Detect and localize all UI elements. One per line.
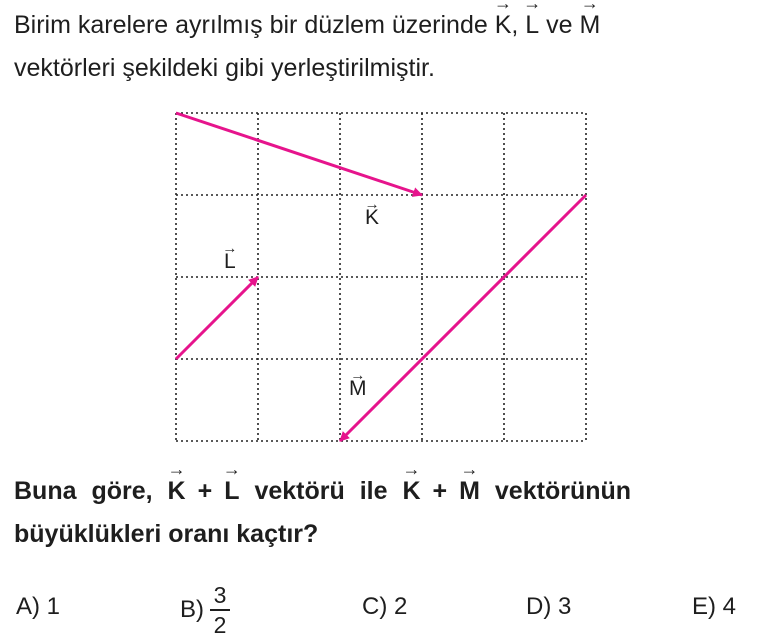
choice-d-label: D) 3 [526,592,572,620]
intro-conjunction: ve [539,11,580,39]
vector-l-symbol: → L [525,4,539,47]
q-word: Buna [14,477,77,505]
choice-c[interactable] [362,592,407,621]
q-word: vektörü [254,477,345,505]
q-word: ile [359,477,388,505]
intro-comma: , [511,11,526,39]
label-m: → M [349,377,367,401]
fraction-denominator: 2 [213,612,227,638]
q-vector-k: → K [168,470,186,513]
question-line-1 [14,470,764,513]
q-word: vektörünün [494,477,632,505]
choice-b-label: B) [180,596,204,623]
vector-k-symbol: → K [495,4,512,47]
question-line-2: büyüklükleri oranı kaçtır? [14,520,319,548]
q-vector-l: → L [224,470,239,513]
choice-e[interactable] [692,592,736,621]
fraction-numerator: 3 [213,582,227,608]
q-vector-m: → M [459,470,480,513]
grid-lines [176,113,586,441]
choice-a-label: A) 1 [16,592,61,620]
label-l: → L [224,250,236,274]
q-word: göre, [91,477,153,505]
vector-k-arrow [176,113,422,195]
vector-l-arrow [176,277,258,359]
vector-m-symbol: → M [580,4,601,47]
label-k: → K [365,206,379,230]
q-plus: + [432,477,448,505]
answer-choices [0,582,773,642]
choice-b-fraction [210,582,230,638]
q-plus: + [197,477,213,505]
choice-c-label: C) 2 [362,592,408,620]
vector-m-arrow [340,195,586,441]
q-vector-k: → K [402,470,420,513]
choice-a[interactable] [16,592,60,621]
choice-d[interactable] [526,592,571,621]
choice-b[interactable] [180,582,230,638]
question-text [14,470,764,556]
choice-e-label: E) 4 [692,592,737,620]
fraction-bar [210,609,230,611]
intro-text: Birim karelere ayrılmış bir düzlem üzerinde [14,11,495,39]
intro-line-2: vektörleri şekildeki gibi yerleştirilmiştir. [14,54,435,82]
